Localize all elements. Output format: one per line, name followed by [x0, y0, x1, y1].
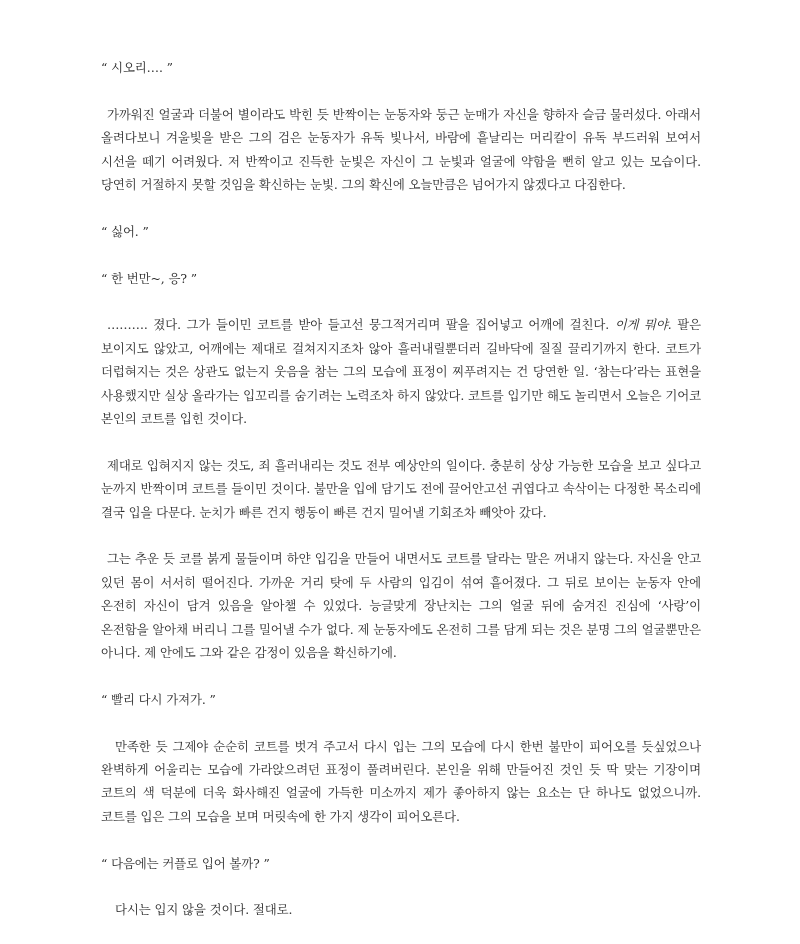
- narration-paragraph-6: 다시는 입지 않을 것이다. 절대로.: [115, 902, 293, 918]
- narration-paragraph-2-after: 팔은 보이지도 않았고, 어깨에는 제대로 걸쳐지지조차 않아 흘러내릴뿐더러 길바닥에 질질 끌리기까지 한다. 코트가 더럽혀지는 것은 상관도 없는지 웃음을 참는 그의 모습에 표정이 찌푸려지는 건 당연한 일. ‘참는다’라는 표현을 사용했지만 실상 올라가는 입꼬리를 숨기려는 노력조차 하지 않았다. 코트를 입기만 해도 놀리면서 오늘은 기어코 본인의 코트를 입힌 것이다.: [101, 317, 702, 427]
- narration-paragraph-2: [101, 313, 701, 430]
- document-page: [101, 56, 701, 922]
- dialogue-line-3: “ 한 번만~, 응? ”: [101, 270, 197, 286]
- dialogue-line-5: “ 다음에는 커플로 입어 볼까? ”: [101, 855, 270, 871]
- narration-paragraph-2-before: ………. 졌다. 그가 들이민 코트를 받아 들고선 뭉그적거리며 팔을 집어넣고 어깨에 걸친다.: [107, 317, 615, 333]
- narration-paragraph-3: 제대로 입혀지지 않는 것도, 죄 흘러내리는 것도 전부 예상안의 일이다. 충분히 상상 가능한 모습을 보고 싶다고 눈까지 반짝이며 코트를 들이민 것이다. 불만을 입에 담기도 전에 끌어안고선 귀엽다고 속삭이는 다정한 목소리에 결국 입을 다문다. 눈치가 빠른 건지 행동이 빠른 건지 밀어낼 기회조차 빼앗아 갔다.: [101, 457, 701, 520]
- narration-paragraph-4: 그는 추운 듯 코를 붉게 물들이며 하얀 입김을 만들어 내면서도 코트를 달라는 말은 꺼내지 않는다. 자신을 안고 있던 몸이 서서히 떨어진다. 가까운 거리 탓에 두 사람의 입김이 섞여 흩어졌다. 그 뒤로 보이는 눈동자 안에 온전히 자신이 담겨 있음을 알아챌 수 있었다. 능글맞게 장난치는 그의 얼굴 뒤에 숨겨진 진심에 ‘사랑’이 온전함을 알아채 버리니 그를 밀어낼 수가 없다. 제 눈동자에도 온전히 그를 담게 되는 것은 분명 그의 얼굴뿐만은 아니다. 제 안에도 그와 같은 감정이 있음을 확신하기에.: [101, 551, 701, 661]
- narration-paragraph-1: 가까워진 얼굴과 더불어 별이라도 박힌 듯 반짝이는 눈동자와 둥근 눈매가 자신을 향하자 슬금 물러섰다. 아래서 올려다보니 겨울빛을 받은 그의 검은 눈동자가 유독 빛나서, 바람에 흩날리는 머리칼이 유독 부드러워 보여서 시선을 떼기 어려웠다. 저 반짝이고 진득한 눈빛은 자신이 그 눈빛과 얼굴에 약함을 뻔히 알고 있는 모습이다. 당연히 거절하지 못할 것임을 확신하는 눈빛. 그의 확신에 오늘만큼은 넘어가지 않겠다고 다짐한다.: [101, 106, 701, 193]
- dialogue-line-4: “ 빨리 다시 가져가. ”: [101, 691, 216, 707]
- narration-paragraph-2-italic: 이게 뭐야.: [614, 317, 672, 333]
- dialogue-line-1: “ 시오리…. ”: [101, 60, 173, 75]
- narration-paragraph-5: 만족한 듯 그제야 순순히 코트를 벗겨 주고서 다시 입는 그의 모습에 다시 한번 불만이 피어오를 듯싶었으나 완벽하게 어울리는 모습에 가라앉으려던 표정이 풀려버린다. 본인을 위해 만들어진 것인 듯 딱 맞는 기장이며 코트의 색 덕분에 더욱 화사해진 얼굴에 가득한 미소까지 제가 좋아하지 않는 요소는 단 하나도 없었으니까. 코트를 입은 그의 모습을 보며 머릿속에 한 가지 생각이 피어오른다.: [101, 738, 701, 824]
- dialogue-line-2: “ 싫어. ”: [101, 223, 149, 239]
